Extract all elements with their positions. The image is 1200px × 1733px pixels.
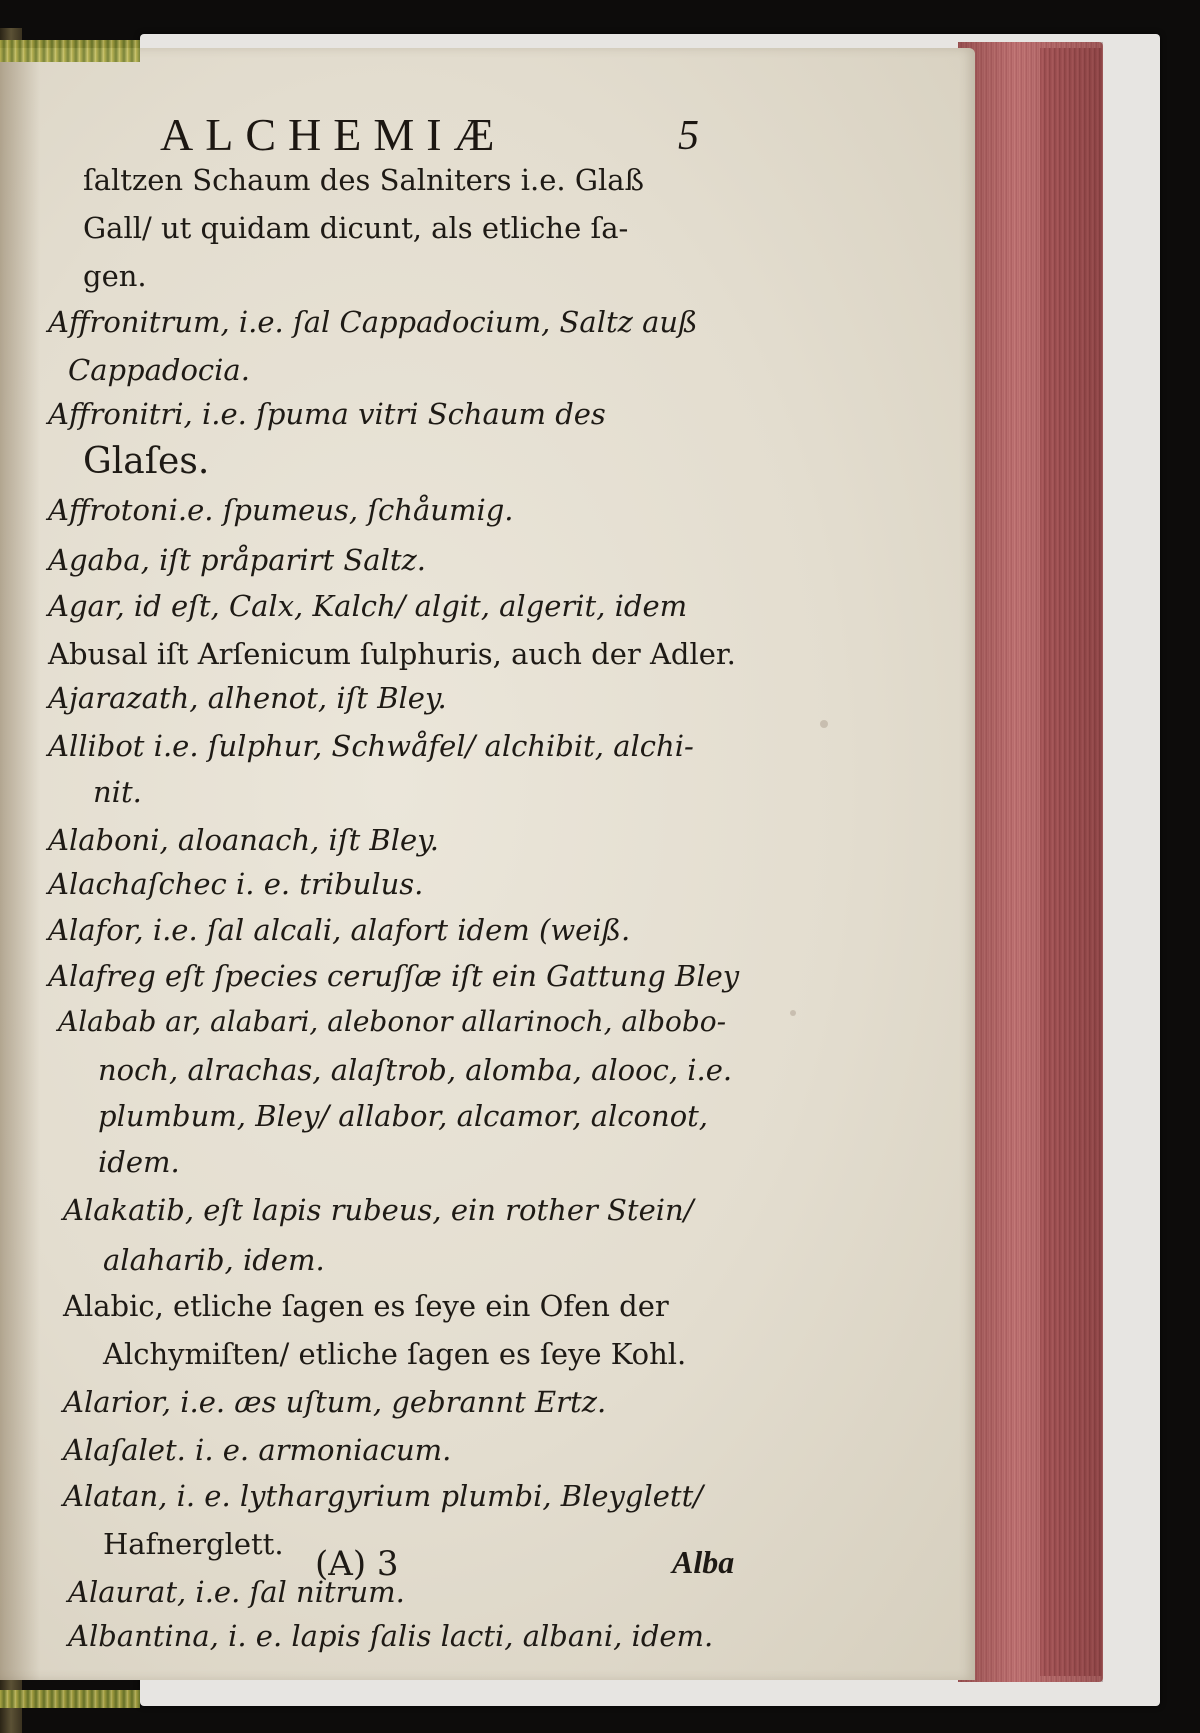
text-line: Alakatib, eſt lapis rubeus, ein rother Stein/ <box>63 1193 694 1227</box>
text-line: nit. <box>93 775 142 809</box>
running-title: ALCHEMIÆ <box>160 109 507 160</box>
text-line: Alchymiſten/ etliche ſagen es ſeye Kohl. <box>103 1337 687 1371</box>
text-line: Alaſalet. i. e. armoniacum. <box>63 1433 452 1467</box>
text-line: Cappadocia. <box>68 353 250 387</box>
headband <box>0 40 140 62</box>
text-line: Alarior, i.e. æs uſtum, gebrannt Ertz. <box>63 1385 607 1419</box>
text-line: Glaſes. <box>83 441 210 482</box>
page-edges-shade <box>958 42 1103 1682</box>
text-line: Affrotoni.e. ſpumeus, ſchåumig. <box>48 493 514 527</box>
text-line: Alafreg eſt ſpecies ceruſſæ iſt ein Gattung Bley <box>48 959 740 993</box>
text-line: Agar, id eſt, Calx, Kalch/ algit, algerit, idem <box>48 589 688 623</box>
text-line: Albantina, i. e. lapis ſalis lacti, albani, idem. <box>68 1619 714 1653</box>
text-line: plumbum, Bley/ allabor, alcamor, alconot, <box>98 1099 709 1133</box>
text-line: Alaurat, i.e. ſal nitrum. <box>68 1575 405 1609</box>
text-line: Hafnerglett. <box>103 1527 284 1561</box>
text-line: Alabab ar, alabari, alebonor allarinoch, albobo- <box>58 1005 727 1038</box>
page-gutter <box>0 48 40 1680</box>
paper-speck <box>820 720 828 728</box>
text-line: Gall/ ut quidam dicunt, als etliche ſa- <box>83 211 629 245</box>
text-line: gen. <box>83 259 147 293</box>
text-line: Ajarazath, alhenot, iſt Bley. <box>48 681 447 715</box>
text-line: Agaba, iſt pråparirt Saltz. <box>48 543 426 577</box>
text-line: Affronitrum, i.e. ſal Cappadocium, Saltz auß <box>48 305 698 339</box>
text-line: Allibot i.e. ſulphur, Schwåfel/ alchibit, alchi- <box>48 729 694 763</box>
tailband <box>0 1690 140 1708</box>
text-line: Alatan, i. e. lythargyrium plumbi, Bleyglett/ <box>63 1479 703 1513</box>
text-line: alaharib, idem. <box>103 1243 325 1277</box>
text-line: noch, alrachas, alaſtrob, alomba, alooc, i.e. <box>98 1053 733 1087</box>
text-line: Alafor, i.e. ſal alcali, alafort idem (weiß. <box>48 913 631 947</box>
text-line: Affronitri, i.e. ſpuma vitri Schaum des <box>48 397 606 431</box>
catchword: Alba <box>672 1544 735 1580</box>
text-line: Alachaſchec i. e. tribulus. <box>48 867 424 901</box>
text-line: idem. <box>98 1145 180 1179</box>
text-line: Alabic, etliche ſagen es ſeye ein Ofen der <box>63 1289 669 1323</box>
signature-mark: (A) 3 <box>315 1544 399 1584</box>
page-number: 5 <box>678 113 699 159</box>
text-line: Abusal iſt Arſenicum ſulphuris, auch der Adler. <box>48 637 736 671</box>
text-line: ſaltzen Schaum des Salniters i.e. Glaß <box>83 163 644 197</box>
paper-speck <box>790 1010 796 1016</box>
text-line: Alaboni, aloanach, iſt Bley. <box>48 823 439 857</box>
